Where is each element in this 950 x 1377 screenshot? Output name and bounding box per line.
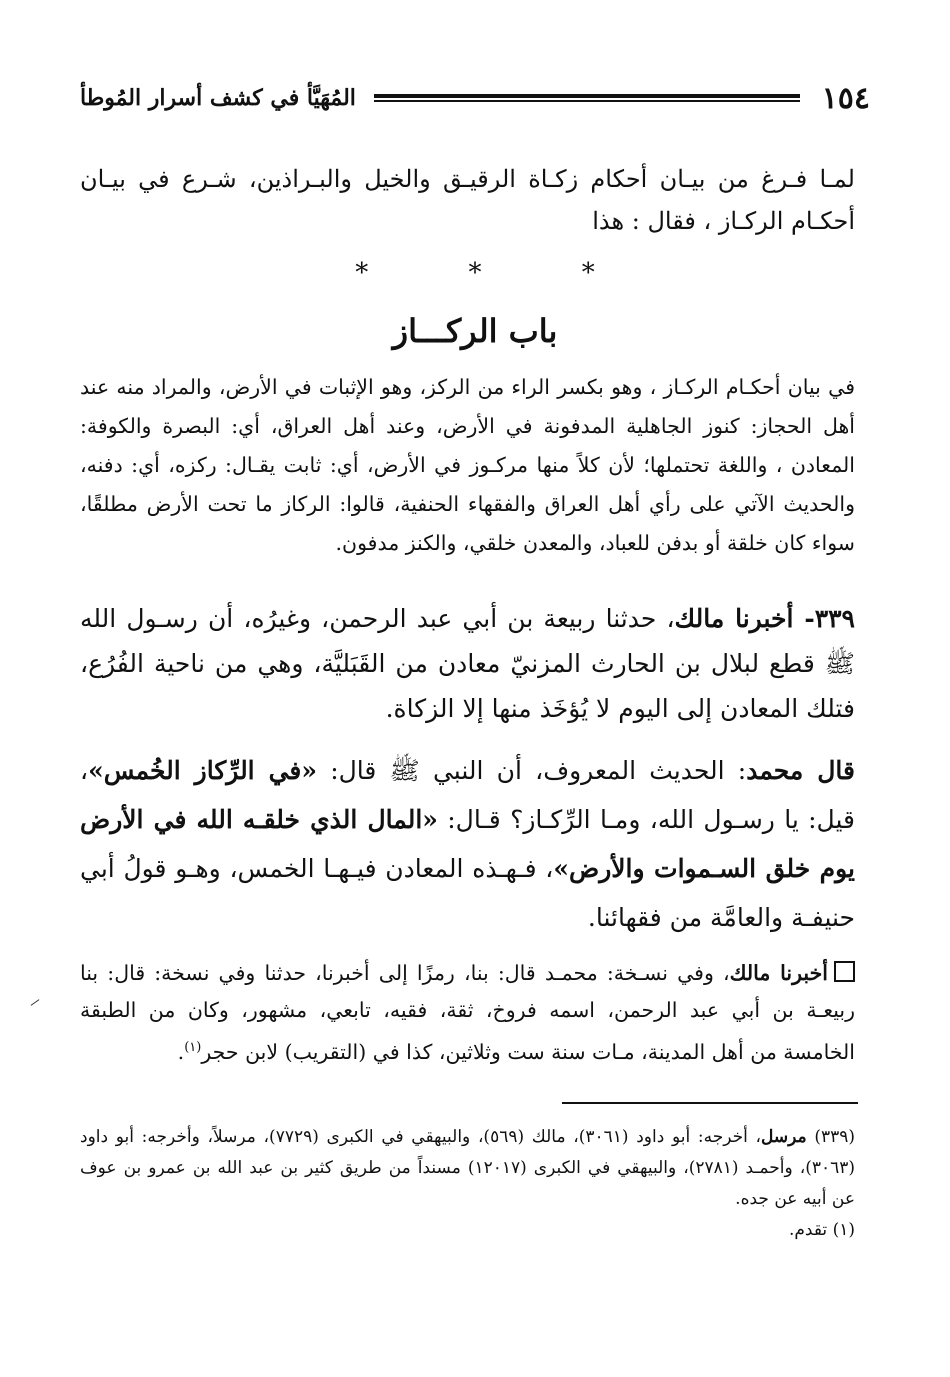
page-header — [80, 78, 870, 118]
chapter-title: باب الركـــاز — [392, 312, 558, 350]
chapter-explanation: في بيان أحكـام الركـاز ، وهو بكسر الراء من الركز، وهو الإثبات في الأرض، والمراد منه عند أهل الحجاز: كنوز الجاهلية المدفونة في الأرض، وعند أهل العراق، أي: البصرة والكوفة: المعادن ، واللغة تحتملها؛ لأن كلاً منها مركـوز في الأرض، أي: ثابت يقـال: ركزه، أي: دفنه، والحديث الآتي على رأي أهل العراق والفقهاء الحنفية، قالوا: الركاز ما تحت الأرض مطلقًا، سواء كان خلقة أو بدفن للعباد، والمعدن خلقي، والكنز مدفون. — [80, 375, 855, 555]
footnote-339 — [80, 1122, 855, 1215]
quoted-hadith: «المال الذي خلقـه الله في الأرض يوم خلق السـموات والأرض» — [80, 805, 856, 883]
footnote-1: (١) تقدم. — [788, 1220, 855, 1240]
note-lead: أخبرنا مالك — [729, 961, 828, 985]
commentary-lead: قال محمد — [746, 756, 855, 785]
commentary-paragraph — [80, 746, 855, 942]
footnotes — [80, 1122, 855, 1246]
commentary-text: : الحديث المعروف، أن النبي ﷺ قال: — [317, 756, 747, 785]
note-paragraph — [80, 955, 855, 1071]
footnote-text: ، أخرجه: أبو داود (٣٠٦١)، مالك (٥٦٩)، والبيهقي في الكبرى (٧٧٢٩)، مرسلاً، وأخرجه: أبو داود (٣٠٦٣)، وأحمـد (٢٧٨١)، والبيهقي في الكبرى (١٢٠١٧) مسنداً من طريق كثير بن عبد الله بن عمرو بن عوف عن أبيه عن جده. — [80, 1127, 856, 1209]
intro-paragraph: لمـا فـرغ من بيـان أحكام زكـاة الرقيـق والخيل والبـراذين، شـرع في بيـان أحكـام الركـاز ، فقال : هذا — [80, 165, 855, 235]
footnote-divider — [562, 1102, 858, 1104]
hadith-number: ٣٣٩- أخبرنا مالك — [674, 604, 855, 633]
note-text: ، وفي نسـخة: محمـد قال: بنا، رمزًا إلى أخبرنا، حدثنا وفي نسخة: قال: بنا ربيعـة بن أبي عبد الرحمن، اسمه فروخ، ثقة، فقيه، تابعي، مشهور، وكان من الطبقة الخامسة من أهل المدينة، مـات سنة ست وثلاثين، كذا في (التقريب) لابن حجر — [80, 961, 855, 1064]
section-separator: * * * — [355, 258, 641, 288]
commentary-text: ، قيل: يا رسـول الله، ومـا الرِّكـاز؟ قـال: — [80, 756, 855, 834]
page-number: ١٥٤ — [821, 80, 870, 116]
footnote-reference: (١) — [184, 1040, 202, 1055]
hadith-text: ، حدثنا ربيعة بن أبي عبد الرحمن، وغيرُه، أن رسـول الله ﷺ قطع لبلال بن الحارث المزنيّ معادن من القَبَليَّة، وهي من ناحية الفُرُع، فتلك المعادن إلى اليوم لا يُؤخَذ منها إلا الزكاة. — [80, 604, 855, 723]
header-rule — [374, 92, 800, 104]
footnote-number: (٣٣٩) — [814, 1127, 856, 1147]
footnote-label: مرسل — [761, 1127, 807, 1147]
running-title: المُهَيَّأ في كشف أسرار المُوطأ — [80, 85, 356, 111]
note-end: . — [177, 1039, 185, 1064]
margin-pencil-mark — [31, 999, 40, 1006]
square-marker-icon — [834, 961, 855, 982]
hadith-paragraph — [80, 596, 855, 731]
commentary-text: ، فـهـذه المعادن فيـهـا الخمس، وهـو قولُ أبي حنيفـة والعامَّة من فقهائنا. — [80, 854, 855, 932]
quoted-hadith: «في الرِّكاز الخُمس» — [88, 756, 317, 785]
